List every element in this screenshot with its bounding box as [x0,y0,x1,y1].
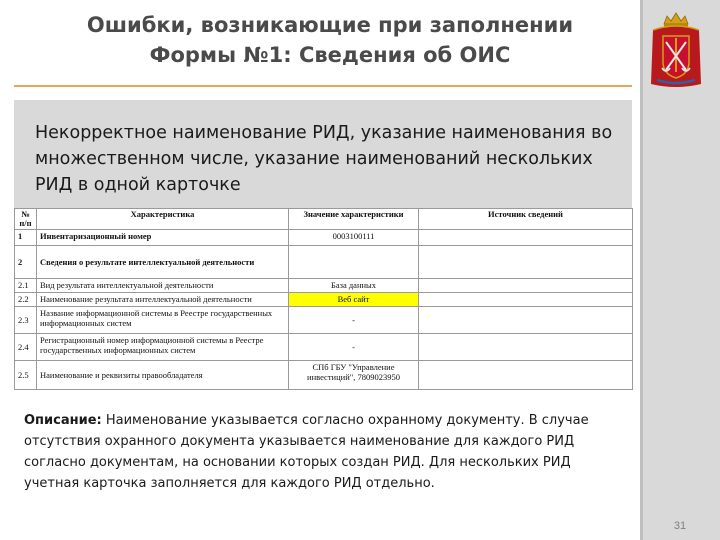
header-num: № п/п [15,209,37,230]
row-characteristic: Сведения о результате интеллектуальной деятельности [37,246,289,279]
title-underline [14,85,632,87]
row-characteristic: Регистрационный номер информационной системы в Реестре государственных информационных систем [37,334,289,361]
header-characteristic: Характеристика [37,209,289,230]
table-row [15,307,633,334]
row-num: 2.4 [15,334,37,361]
slide-number: 31 [673,520,687,532]
error-callout-text: Некорректное наименование РИД, указание наименования во множественном числе, указание наименований нескольких РИД в одной карточке [35,123,613,195]
table-row [15,279,633,293]
row-value-highlighted: Веб сайт [289,293,419,307]
row-num: 1 [15,230,37,246]
table-row [15,230,633,246]
saint-petersburg-coat-of-arms-icon [647,10,705,90]
row-num: 2.5 [15,361,37,390]
form-table [14,208,633,390]
row-source [419,246,633,279]
row-value: - [289,334,419,361]
row-value: - [289,307,419,334]
row-source [419,334,633,361]
row-characteristic: Название информационной системы в Реестре государственных информационных систем [37,307,289,334]
description-block [24,410,624,494]
row-source [419,361,633,390]
row-source [419,307,633,334]
row-value: 0003100111 [289,230,419,246]
header-value: Значение характеристики [289,209,419,230]
table-header-row [15,209,633,230]
side-panel-edge [640,0,643,540]
row-characteristic: Наименование и реквизиты правообладателя [37,361,289,390]
row-num: 2.2 [15,293,37,307]
description-body: Наименование указывается согласно охранному документу. В случае отсутствия охранного документа указывается наименование для каждого РИД согласно документам, на основании которых создан РИД. Для нескольких РИД учетная карточка заполняется для каждого РИД отдельно. [24,413,589,491]
row-value: База данных [289,279,419,293]
row-value: СПб ГБУ "Управление инвестиций", 7809023950 [289,361,419,390]
table-row [15,334,633,361]
description-lead: Описание: [24,413,102,428]
table-row [15,361,633,390]
row-characteristic: Вид результата интеллектуальной деятельности [37,279,289,293]
row-num: 2.1 [15,279,37,293]
slide-title-line-2: Формы №1: Сведения об ОИС [149,43,511,67]
error-callout-box [14,100,632,208]
header-source: Источник сведений [419,209,633,230]
form-table-screenshot [14,208,632,394]
slide-title [40,10,620,70]
row-characteristic: Наименование результата интеллектуальной деятельности [37,293,289,307]
row-characteristic: Инвентаризационный номер [37,230,289,246]
table-row [15,293,633,307]
table-row [15,246,633,279]
slide-title-line-1: Ошибки, возникающие при заполнении [86,13,574,37]
row-source [419,279,633,293]
row-num: 2.3 [15,307,37,334]
row-source [419,293,633,307]
row-source [419,230,633,246]
row-value [289,246,419,279]
row-num: 2 [15,246,37,279]
